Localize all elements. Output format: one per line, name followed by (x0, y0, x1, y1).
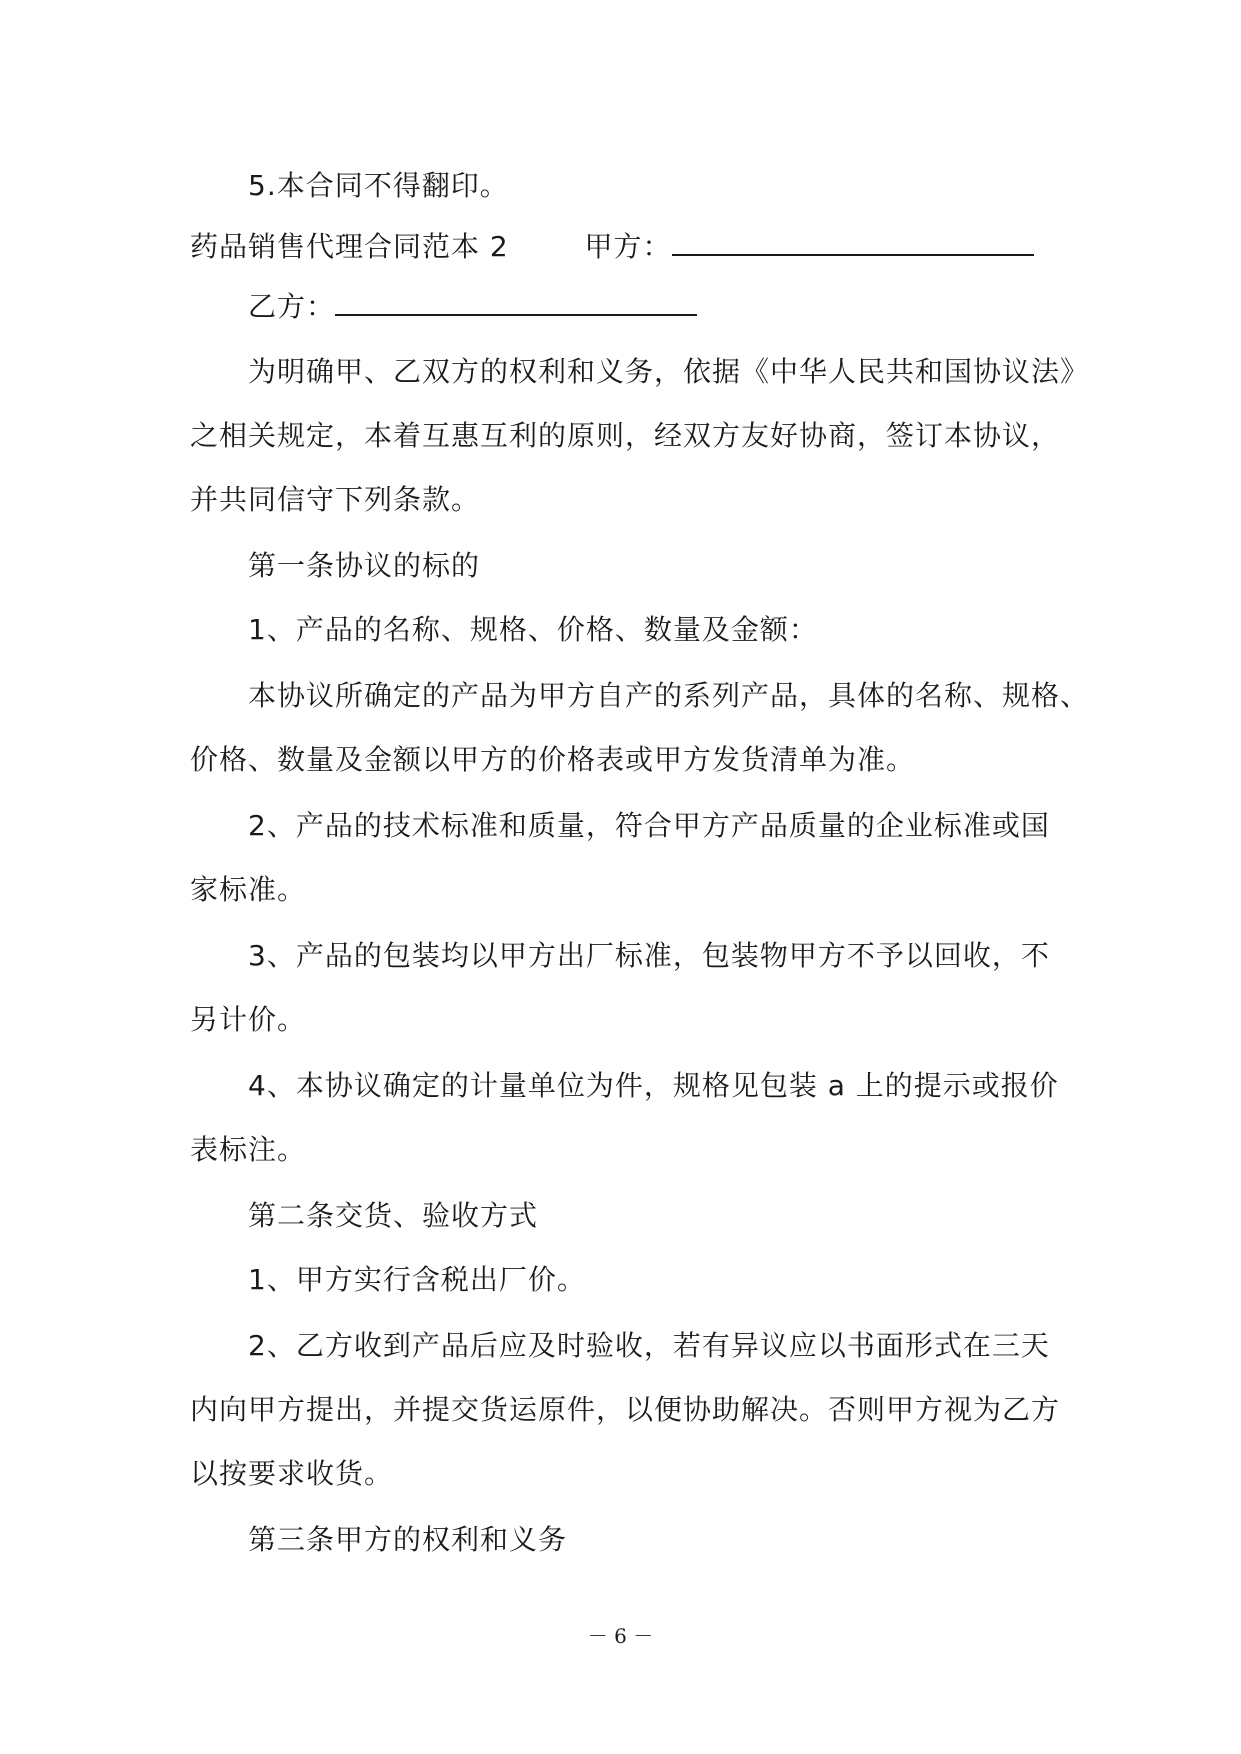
paragraph-line: 内向甲方提出，并提交货运原件，以便协助解决。否则甲方视为乙方 (190, 1393, 1061, 1426)
article-1-heading: 第一条协议的标的 (248, 549, 481, 582)
paragraph-line: 表标注。 (190, 1133, 307, 1166)
contract-title-line (190, 228, 1034, 265)
paragraph-line: 1、甲方实行含税出厂价。 (248, 1263, 586, 1296)
party-a-blank (672, 228, 1034, 256)
paragraph-line: 2、乙方收到产品后应及时验收，若有异议应以书面形式在三天 (248, 1329, 1050, 1362)
party-a-label: 甲方： (584, 230, 672, 263)
paragraph-line: 3、产品的包装均以甲方出厂标准，包装物甲方不予以回收，不 (248, 939, 1050, 972)
paragraph-line: 为明确甲、乙双方的权利和义务，依据《中华人民共和国协议法》 (248, 355, 1090, 388)
paragraph-line: 另计价。 (190, 1003, 307, 1036)
party-b-blank (335, 288, 697, 316)
clause-5-text: 5.本合同不得翻印。 (248, 169, 509, 202)
party-b-label: 乙方： (248, 290, 336, 323)
paragraph-line: 之相关规定，本着互惠互利的原则，经双方友好协商，签订本协议， (190, 419, 1061, 452)
paragraph-line: 2、产品的技术标准和质量，符合甲方产品质量的企业标准或国 (248, 809, 1050, 842)
paragraph-line: 价格、数量及金额以甲方的价格表或甲方发货清单为准。 (190, 743, 916, 776)
paragraph-line: 本协议所确定的产品为甲方自产的系列产品，具体的名称、规格、 (248, 679, 1090, 712)
article-2-heading: 第二条交货、验收方式 (248, 1199, 539, 1232)
paragraph-line: 4、本协议确定的计量单位为件，规格见包装 a 上的提示或报价 (248, 1069, 1059, 1102)
paragraph-line: 以按要求收货。 (190, 1457, 394, 1490)
paragraph-line: 并共同信守下列条款。 (190, 483, 481, 516)
contract-title: 药品销售代理合同范本 2 (190, 230, 509, 263)
paragraph-line: 家标准。 (190, 873, 307, 906)
paragraph-line: 1、产品的名称、规格、价格、数量及金额： (248, 613, 818, 646)
page-number: － 6 － (587, 1624, 654, 1648)
article-3-heading: 第三条甲方的权利和义务 (248, 1523, 568, 1556)
party-b-line (248, 288, 697, 325)
